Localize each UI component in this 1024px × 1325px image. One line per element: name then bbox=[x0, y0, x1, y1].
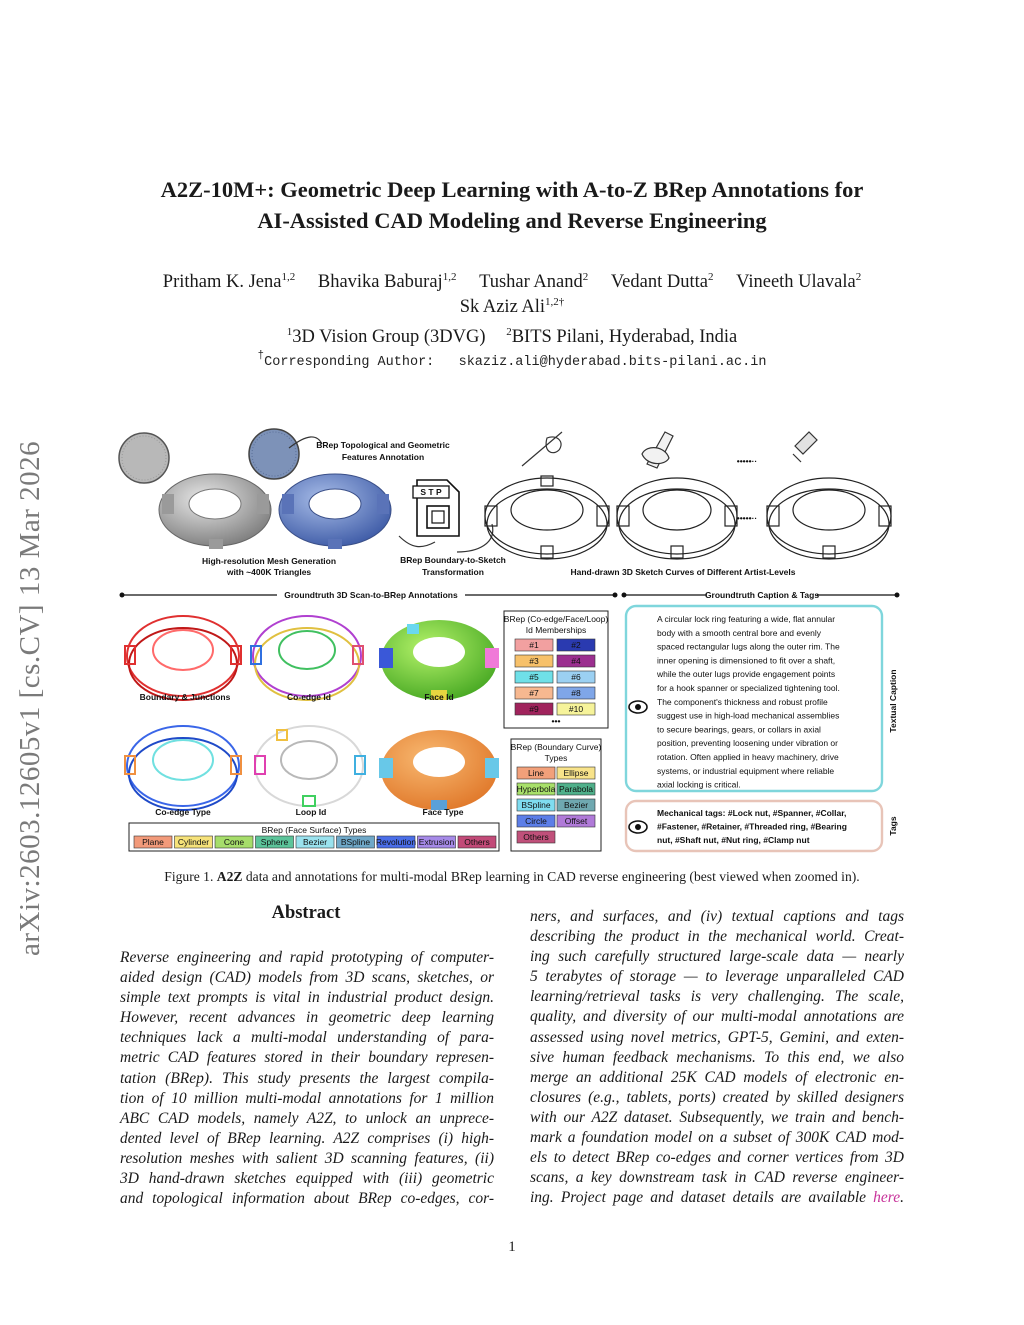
abstract-line: ing such carefully structured large-scale data — nearly bbox=[530, 948, 904, 966]
abstract-line: dented level of BRep learning. A2Z comprises (i) high- bbox=[120, 1129, 494, 1147]
affiliation: $^2$BITS Pilani, Hyderabad, India bbox=[506, 326, 738, 347]
textual-caption-label: Textual Caption bbox=[888, 669, 898, 733]
figure-graphic bbox=[117, 424, 907, 856]
abstract-line: 3D hand-drawn sketches equipped with (iii) geometric bbox=[120, 1170, 494, 1188]
abstract-line: ing. Project page and dataset details are available here. bbox=[530, 1189, 904, 1207]
figure-caption: Figure 1. A2Z data and annotations for multi-modal BRep learning in CAD reverse engineering (best viewed when zoomed in). bbox=[164, 869, 860, 884]
mesh-label-1: High-resolution Mesh Generation bbox=[201, 556, 337, 566]
paper-title bbox=[120, 174, 904, 236]
hand-pen-icon-1 bbox=[522, 432, 562, 466]
face-type-label: Plane bbox=[142, 837, 164, 847]
caption-line: while the outer lugs provide engagement points bbox=[657, 669, 836, 680]
author: Vedant Dutta$^2$ bbox=[610, 271, 714, 292]
membership-id: #4 bbox=[571, 656, 581, 666]
tag-line: #Fastener, #Retainer, #Threaded ring, #Bearing bbox=[657, 821, 847, 832]
arxiv-stamp: arXiv:2603.12605v1 [cs.CV] 13 Mar 2026 bbox=[14, 440, 46, 956]
eye-icon bbox=[629, 701, 647, 713]
fountain-pen-icon bbox=[793, 432, 817, 462]
panel-label-boundary: Boundary & Junctions bbox=[139, 692, 231, 702]
section-label-right: Groundtruth Caption & Tags bbox=[704, 590, 820, 600]
face-type-label: Cone bbox=[223, 837, 245, 847]
face-type-label: Sphere bbox=[260, 837, 289, 847]
membership-id: #9 bbox=[529, 704, 539, 714]
boundary-junctions-render bbox=[125, 616, 241, 700]
email-link[interactable]: skaziz.ali@hyderabad.bits-pilani.ac.in bbox=[458, 355, 767, 370]
author: Pritham K. Jena$^{1,2}$ bbox=[162, 271, 296, 292]
face-type-label: Revolution bbox=[375, 837, 417, 847]
caption-line: inner opening is dimensioned to fit over a shaft, bbox=[657, 655, 836, 666]
abstract-line: merge an additional 25K CAD models of electronic en- bbox=[530, 1068, 904, 1086]
face-type-label: Extrusion bbox=[418, 837, 455, 847]
caption-line: suggest use in high-load mechanical assemblies bbox=[657, 710, 840, 721]
abstract-line: However, recent advances in geometric deep learning bbox=[120, 1009, 494, 1027]
b2s-label-2: Transformation bbox=[422, 567, 484, 577]
caption-line: systems, or industrial equipment where reliable bbox=[657, 765, 835, 776]
membership-id: #5 bbox=[529, 672, 539, 682]
author: Bhavika Baburaj$^{1,2}$ bbox=[317, 271, 457, 292]
svg-text:BRep (Co-edge/Face/Loop): BRep (Co-edge/Face/Loop) bbox=[503, 614, 609, 624]
scan-texture-gray bbox=[119, 433, 169, 483]
abstract-line: simple text prompts is vital in industrial product design. bbox=[120, 989, 494, 1007]
mesh-label-2: with ~400K Triangles bbox=[226, 567, 312, 577]
svg-text:BRep (Face Surface) Types: BRep (Face Surface) Types bbox=[261, 825, 367, 835]
scan-texture-blue bbox=[249, 429, 299, 479]
caption-line: The component's thickness and robust profile bbox=[657, 696, 828, 707]
face-type-label: BSpline bbox=[340, 837, 371, 847]
abstract-line: resolution meshes with salient 3D scanning features, (ii) bbox=[120, 1149, 494, 1167]
affiliations bbox=[110, 327, 914, 348]
boundary-type-label: BSpline bbox=[521, 800, 551, 810]
face-type-render bbox=[379, 730, 499, 810]
face-types-legend bbox=[129, 823, 499, 851]
svg-text:Types: Types bbox=[544, 753, 568, 763]
corresponding-author: †Corresponding Author: skaziz.ali@hyderabad.bits-pilani.ac.in bbox=[257, 350, 767, 370]
caption-line: rotation. Often applied in heavy machinery, drive bbox=[657, 752, 839, 762]
abstract-line: with our A2Z dataset. Subsequently, we train and bench- bbox=[530, 1108, 904, 1126]
sketch-ring-1 bbox=[485, 476, 609, 559]
caption-line: A circular lock ring featuring a wide, flat annular bbox=[657, 614, 836, 624]
caption-line: axial locking is critical. bbox=[657, 779, 741, 790]
figure-1 bbox=[117, 424, 907, 856]
hand-pen-icon-2 bbox=[642, 432, 673, 468]
tags-box bbox=[626, 801, 898, 851]
tag-line: Mechanical tags: #Lock nut, #Spanner, #Collar, bbox=[657, 808, 847, 818]
panel-label-loop-id: Loop Id bbox=[295, 807, 327, 817]
face-type-label: Cylinder bbox=[177, 837, 210, 847]
page-number: 1 bbox=[508, 1239, 516, 1255]
abstract-line: metric CAD features stored in their boundary represen- bbox=[120, 1049, 494, 1067]
abstract-line: sive human feedback mechanisms. To this end, we also bbox=[530, 1048, 904, 1066]
author: Tushar Anand$^2$ bbox=[479, 271, 589, 292]
section-label-left: Groundtruth 3D Scan-to-BRep Annotations bbox=[284, 590, 458, 600]
caption-line: for a hook spanner or specialized tightening tool. bbox=[657, 683, 840, 693]
abstract-line: tion of 10 million multi-modal annotations for 1 million bbox=[120, 1089, 494, 1107]
face-type-label: Bezier bbox=[302, 837, 328, 847]
author: Sk Aziz Ali$^{1,2\dagger}$ bbox=[459, 296, 565, 317]
b2s-label-1: BRep Boundary-to-Sketch bbox=[400, 555, 506, 565]
annotation-title-2: Features Annotation bbox=[341, 452, 425, 462]
boundary-type-label: Bezier bbox=[563, 800, 589, 810]
abstract-line: ABC CAD models, namely A2Z, to unlock an unprece- bbox=[120, 1109, 494, 1127]
abstract-heading: Abstract bbox=[271, 903, 341, 923]
abstract-line: ners, and surfaces, and (iv) textual captions and tags bbox=[530, 908, 904, 925]
panel-label-face-type: Face Type bbox=[422, 807, 464, 817]
face-id-render bbox=[379, 620, 499, 700]
tag-line: nut, #Shaft nut, #Nut ring, #Clamp nut bbox=[657, 835, 810, 845]
author: Vineeth Ulavala$^2$ bbox=[736, 271, 862, 292]
panel-label-face-id: Face Id bbox=[424, 692, 454, 702]
svg-text:Id Memberships: Id Memberships bbox=[525, 625, 587, 635]
membership-id: #3 bbox=[529, 656, 539, 666]
annotation-title-1: BRep Topological and Geometric bbox=[316, 440, 450, 450]
coedge-type-render bbox=[125, 726, 241, 810]
abstract-line: quality, and diversity of our multi-modal annotations are bbox=[530, 1008, 904, 1026]
abstract-line: closures (e.g., tablets, ports) created by skilled designers bbox=[530, 1088, 904, 1106]
ellipsis-top: •••••·· bbox=[736, 456, 758, 466]
abstract-line: els to detect BRep co-edges and corner vertices from 3D bbox=[530, 1149, 904, 1167]
memberships-legend bbox=[504, 611, 609, 728]
caption-box bbox=[626, 606, 898, 791]
abstract-line: describing the product in the mechanical world. Creat- bbox=[530, 928, 904, 946]
abstract-line: Reverse engineering and rapid prototyping of computer- bbox=[120, 949, 494, 966]
face-type-label: Others bbox=[464, 837, 490, 847]
boundary-type-label: Ellipse bbox=[563, 768, 589, 778]
abstract-line: learning/retrieval tasks is very challenging. The scale, bbox=[530, 988, 904, 1006]
sketch-ring-2 bbox=[617, 478, 737, 559]
membership-id: #7 bbox=[529, 688, 539, 698]
mesh-blue bbox=[279, 474, 391, 549]
boundary-type-label: Offset bbox=[564, 816, 588, 826]
membership-id: #6 bbox=[571, 672, 581, 682]
membership-id: #10 bbox=[568, 704, 584, 714]
abstract-line: aided design (CAD) models from 3D scans, sketches, or bbox=[120, 969, 494, 987]
caption-line: position, preventing loosening under vibration or bbox=[657, 738, 838, 749]
abstract-line: 5 terabytes of storage — to leverage unparalleled CAD bbox=[530, 968, 904, 986]
eye-icon-tags bbox=[629, 821, 647, 833]
abstract-line: tation (BRep). This study presents the largest compila- bbox=[120, 1069, 494, 1087]
boundary-type-label: Others bbox=[523, 832, 549, 842]
caption-line: spaced rectangular lugs along the outer rim. The bbox=[657, 641, 840, 652]
abstract-line: scans, a key downstream task in CAD reverse engineer- bbox=[530, 1169, 904, 1187]
coedge-id-render bbox=[251, 616, 363, 700]
abstract-line: mark a foundation model on a subset of 300K CAD mod- bbox=[530, 1129, 904, 1147]
author-list bbox=[110, 270, 914, 320]
caption-line: body with a smooth central bore and evenly bbox=[657, 627, 821, 638]
membership-id: #2 bbox=[571, 640, 581, 650]
title-line-1: A2Z-10M+: Geometric Deep Learning with A-to-Z BRep Annotations for bbox=[160, 177, 864, 202]
abstract-line: techniques lack a multi-modal understanding of para- bbox=[120, 1029, 494, 1047]
panel-label-coedge-type: Co-edge Type bbox=[155, 807, 211, 817]
membership-id: #8 bbox=[571, 688, 581, 698]
title-line-2: AI-Assisted CAD Modeling and Reverse Engineering bbox=[257, 208, 767, 233]
boundary-types-legend bbox=[511, 739, 602, 851]
abstract-right-column bbox=[530, 907, 904, 1208]
boundary-type-label: Line bbox=[527, 768, 545, 778]
membership-id: #1 bbox=[529, 640, 539, 650]
abstract-line: assessed using novel metrics, GPT-5, Gemini, and exten- bbox=[530, 1028, 904, 1046]
mesh-gray bbox=[159, 474, 271, 549]
loop-id-render bbox=[255, 726, 365, 806]
panel-label-coedge-id: Co-edge Id bbox=[287, 692, 331, 702]
step-label: S T P bbox=[420, 487, 442, 497]
sketch-ring-3 bbox=[767, 478, 891, 559]
abstract-line: and topological information about BRep co-edges, cor- bbox=[120, 1190, 494, 1208]
boundary-type-label: Parabola bbox=[558, 784, 594, 794]
boundary-type-label: Hyperbola bbox=[516, 784, 556, 794]
abstract-left-column bbox=[120, 948, 494, 1209]
sketch-label: Hand-drawn 3D Sketch Curves of Different Artist-Levels bbox=[570, 567, 796, 577]
project-page-link[interactable]: here bbox=[873, 1189, 901, 1207]
boundary-type-label: Circle bbox=[525, 816, 547, 826]
caption-line: to secure bearings, gears, or collars in axial bbox=[657, 724, 821, 735]
svg-text:BRep (Boundary Curve): BRep (Boundary Curve) bbox=[510, 742, 602, 752]
svg-text:•••: ••• bbox=[551, 716, 561, 726]
ellipsis-bottom: •••••·· bbox=[736, 513, 758, 523]
affiliation: $^1$3D Vision Group (3DVG) bbox=[286, 326, 486, 347]
tags-label: Tags bbox=[888, 816, 898, 836]
